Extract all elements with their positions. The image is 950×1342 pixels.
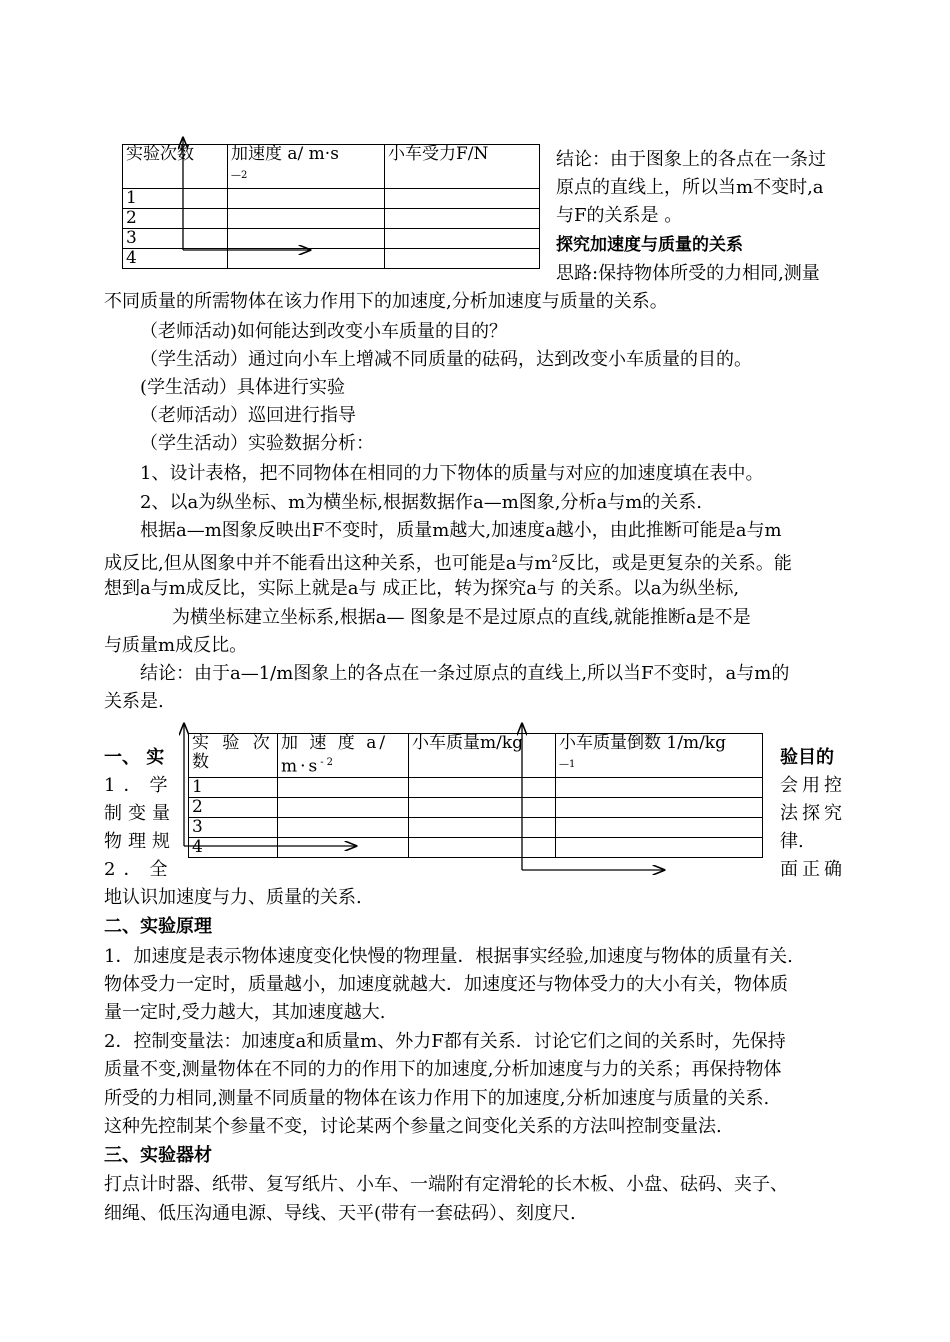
section2-line: 1．加速度是表示物体速度变化快慢的物理量．根据事实经验,加速度与物体的质量有关. (104, 946, 793, 967)
table-header-accel: 加速度 a/ m·s —2 (228, 145, 385, 189)
table-row: 1 (189, 777, 278, 797)
heading-mass-relation: 探究加速度与质量的关系 (556, 235, 743, 255)
section2-line: 量一定时,受力越大，其加速度越大. (104, 1002, 386, 1023)
table-force (122, 144, 540, 269)
para-line: （老师活动）巡回进行指导 (140, 405, 356, 426)
section1-heading-right: 验目的 (780, 747, 834, 768)
section2-line: 这种先控制某个参量不变，讨论某两个参量之间变化关系的方法叫控制变量法. (104, 1116, 722, 1137)
section2-line: 质量不变,测量物体在不同的力的作用下的加速度,分析加速度与力的关系；再保持物体 (104, 1059, 782, 1080)
para-line: 为横坐标建立坐标系,根据a— 图象是不是过原点的直线,就能推断a是不是 (172, 607, 751, 628)
section3-line: 打点计时器、纸带、复写纸片、小车、一端附有定滑轮的长木板、小盘、砝码、夹子、 (104, 1174, 788, 1195)
table-header-inverse-mass: 小车质量倒数 1/m/kg —1 (556, 734, 763, 778)
section1-right-line: 法探究 (780, 803, 846, 824)
para-line: （学生活动）实验数据分析： (140, 433, 374, 454)
table-row: 1 (123, 189, 228, 209)
conclusion-line-1: 结论：由于图象上的各点在一条过 (556, 149, 826, 170)
table-row: 4 (189, 837, 278, 857)
para-line: 结论：由于a—1/m图象上的各点在一条过原点的直线上,所以当F不变时，a与m的 (140, 663, 790, 684)
para-line: (学生活动）具体进行实验 (140, 377, 346, 398)
para-line: 与质量m成反比。 (104, 635, 248, 656)
section2-heading: 二、实验原理 (104, 916, 212, 937)
section1-left-line: 2．全 (104, 859, 176, 880)
para-line: （老师活动)如何能达到改变小车质量的目的？ (140, 321, 508, 342)
section1-left-line: 1．学 (104, 775, 176, 796)
section2-line: 2．控制变量法：加速度a和质量m、外力F都有关系．讨论它们之间的关系时，先保持 (104, 1031, 786, 1052)
section1-right-line: 面正确 (780, 859, 846, 880)
conclusion-line-2: 原点的直线上，所以当m不变时,a (556, 177, 824, 198)
table-header-trials: 实验次数 (123, 145, 228, 189)
section1-right-line: 律. (780, 831, 804, 852)
section2-line: 物体受力一定时，质量越小，加速度就越大．加速度还与物体受力的大小有关，物体质 (104, 974, 788, 995)
para-line: 根据a—m图象反映出F不变时，质量m越大,加速度a越小，由此推断可能是a与m (140, 520, 782, 541)
table-row: 3 (123, 229, 228, 249)
section3-heading: 三、实验器材 (104, 1145, 212, 1166)
para-line: 成反比,但从图象中并不能看出这种关系，也可能是a与$m^2$反比，或是更复杂的关系。能 (104, 553, 792, 574)
para-line: 不同质量的所需物体在该力作用下的加速度,分析加速度与质量的关系。 (104, 291, 668, 312)
section1-right-line: 会用控 (780, 775, 846, 796)
idea-line: 思路:保持物体所受的力相同,测量 (556, 263, 820, 284)
table-mass (188, 733, 763, 858)
table-row: 2 (123, 209, 228, 229)
para-line: 2、以a为纵坐标、m为横坐标,根据数据作a—m图象,分析a与m的关系. (140, 492, 703, 513)
table-row: 4 (123, 249, 228, 269)
para-line: 想到a与m成反比，实际上就是a与 成正比，转为探究a与 的关系。以a为纵坐标, (104, 578, 740, 599)
section3-line: 细绳、低压沟通电源、导线、天平(带有一套砝码）、刻度尺. (104, 1203, 576, 1224)
para-line: 1、设计表格，把不同物体在相同的力下物体的质量与对应的加速度填在表中。 (140, 463, 764, 484)
table-header-accel: 加 速 度 a/ $m\cdot s^{-2}$ (278, 734, 409, 778)
table-header-force: 小车受力F/N (385, 145, 540, 189)
table-header-mass: 小车质量m/kg (409, 734, 556, 778)
para-line: （学生活动）通过向小车上增减不同质量的砝码，达到改变小车质量的目的。 (140, 349, 752, 370)
section1-left-line: 制变量 (104, 803, 176, 824)
section1-heading-left: 一、 实 (104, 747, 165, 768)
para-line: 关系是. (104, 691, 164, 712)
section1-continuation: 地认识加速度与力、质量的关系. (104, 887, 362, 908)
conclusion-line-3: 与F的关系是 。 (556, 205, 683, 226)
table-row: 3 (189, 817, 278, 837)
table-header-trials: 实 验 次 数 (189, 734, 278, 778)
table-row: 2 (189, 797, 278, 817)
section2-line: 所受的力相同,测量不同质量的物体在该力作用下的加速度,分析加速度与质量的关系. (104, 1088, 770, 1109)
section1-left-line: 物理规 (104, 831, 176, 852)
